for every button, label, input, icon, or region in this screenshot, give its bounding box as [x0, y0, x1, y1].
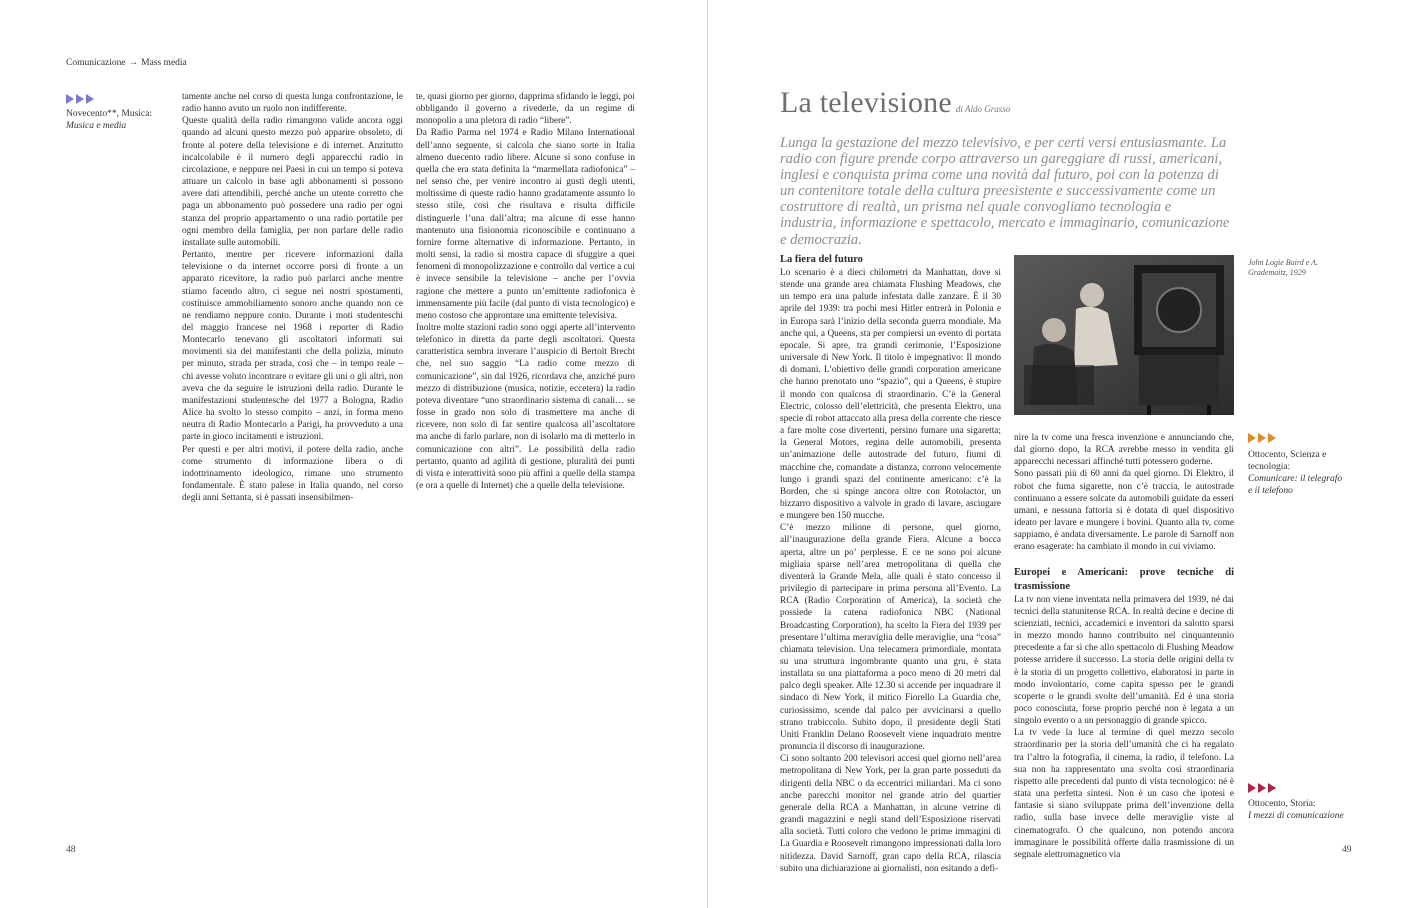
paragraph: Sono passati più di 60 anni da quel giorno. Di Elektro, il robot che fuma sigarette, non c’è traccia, le autostrade continuano a essere solcate da automobili guidate da esseri umani, e nessuna fattoria si è dotata di quel dispositivo ideato per lavare e mungere i bovini. Quanto alla tv, come sappiamo, è andata diversamente. Le parole di Sarnoff non erano esagerate: ha cambiato il mondo in cui viviamo.	[1014, 469, 1234, 553]
historical-photo	[1014, 255, 1234, 415]
text-column-1	[182, 91, 403, 504]
photo-illustration	[1014, 255, 1234, 415]
paragraph: La tv non viene inventata nella primavera del 1939, né dai tecnici della statunitense RCA. In realtà decine e decine di scienziati, tecnici, accademici e inventori da salotto sparsi in mezzo mondo hanno contribuito nel cinquantennio precedente a far sì che allo spettacolo di Flushing Meadow potesse arridere il successo. La storia delle origini della tv è la storia di un progetto collettivo, elaboratosi in parte in modo involontario, come capita spesso per le grandi scoperte o le grandi svolte dell’umanità. Ed è una storia poco conosciuta, forse proprio perché non è legata a un singolo evento o a un personaggio di grande spicco.	[1014, 594, 1234, 727]
page-number: 49	[1342, 845, 1352, 855]
lead-paragraph: Lunga la gestazione del mezzo televisivo, e per certi versi entusiasmante. La radio con figure prende corpo attraverso un gareggiare di russi, americani, inglesi e conquista prima come una novità dal futuro, poi con la potenza di un contenitore totale della cultura preesistente e successivamente come un costruttore di realtà, un prisma nel quale convogliano tecnologia e industria, informazione e spettacolo, mercato e immaginario, comunicazione e democrazia.	[780, 135, 1230, 248]
running-head	[66, 58, 187, 68]
left-page	[0, 0, 707, 908]
triangle-icon	[1268, 783, 1276, 793]
article-column-1	[780, 253, 1001, 875]
cross-reference-label: Novecento**, Musica:	[66, 109, 153, 119]
paragraph: tamente anche nel corso di questa lunga confrontazione, le radio hanno avuto un ruolo non indifferente.	[182, 92, 403, 115]
paragraph: te, quasi giorno per giorno, dapprima sfidando le leggi, poi obbligando il governo a rivederle, da un regime di monopolio a una pletora di radio “libere”.	[416, 92, 635, 127]
cross-reference-arrows	[1248, 783, 1278, 793]
arrow-right-icon: →	[128, 58, 139, 68]
cross-reference-science[interactable]	[1248, 449, 1343, 497]
cross-reference-link[interactable]: I mezzi di comunicazione	[1248, 811, 1344, 821]
triangle-icon	[1248, 433, 1256, 443]
title-text: La televisione	[780, 86, 952, 119]
paragraph: Ci sono soltanto 200 televisori accesi quel giorno nell’area metropolitana di New York, per la gran parte posseduti da dirigenti della NBC o da eccentrici miliardari. Ma ci sono anche parecchi monitor nel grande atrio del quartier generale della RCA a Manhattan, in alcune vetrine di grandi magazzini e negli stand dell’Esposizione riservati alla società. Tutti coloro che vedono le prime immagini di La Guardia e Roosevelt rimangono impressionati dalla loro nitidezza. David Sarnoff, gran capo della RCA, rilascia subito una dichiarazione ai giornalisti, non esitando a defi-	[780, 754, 1001, 874]
cross-reference-link[interactable]: Musica e media	[66, 121, 127, 131]
paragraph: Lo scenario è a dieci chilometri da Manhattan, dove si stende una grande area chiamata Flushing Meadows, che un tempo era una palude infestata dalle zanzare. È il 30 aprile del 1939: tra pochi mesi Hitler entrerà in Polonia e in Europa sarà l’inizio della seconda guerra mondiale. Ma anche qui, a Queens, sta per compiersi un evento di portata epocale. Si apre, tra grandi cerimonie, l’Esposizione universale di New York. Il titolo è impegnativo: Il mondo di domani. L’obiettivo delle grandi corporation americane che hanno prenotato uno “spazio”, qui a Queens, è stupire il mondo con qualcosa di straordinario. C’è la General Electric, colosso dell’elettricità, che presenta Elektro, una specie di robot attaccato alla presa della corrente che riesce a fare molte cose divertenti, persino fumare una sigaretta; la General Motors, regina delle automobili, presenta un’animazione delle autostrade del futuro, fiumi di macchine che, comandate a distanza, corrono velocemente lungo i grandi spazi del continente americano: c’è la Borden, che si spinge ancora oltre con Rotolactor, un bizzarro dispositivo a valvole in grado di lavare, asciugare e mungere ben 150 mucche.	[780, 268, 1001, 522]
section-heading: Europei e Americani: prove tecniche di trasmissione	[1014, 566, 1234, 592]
triangle-icon	[66, 94, 74, 104]
running-head-section: Comunicazione	[66, 58, 126, 68]
page-gutter	[707, 0, 708, 908]
paragraph: C’è mezzo milione di persone, quel giorno, all’inaugurazione della grande Fiera. Alcune a bocca aperta, altre un po’ perplesse. E ce ne sono poi alcune migliaia sparse nell’area metropolitana di quella che diventerà la Grande Mela, alle quali è stato concesso il privilegio di partecipare in prima persona all’Evento. La RCA (Radio Corporation of America), la società che possiede la catena radiofonica NBC (National Broadcasting Corporation), ha scelto la Fiera del 1939 per presentare l’ultima meraviglia delle meraviglie, una “cosa” chiamata television. Una telecamera primordiale, montata su una struttura ingombrante quanto una gru, è stata installata su una piattaforma a poco meno di 20 metri dal palco degli speaker. Alle 12.30 si accende per inquadrare il sindaco di New York, il mitico Fiorello La Guardia che, curiosissimo, scende dal palco per avvicinarsi a quello strano trabiccolo. Subito dopo, il presidente degli Stati Uniti Franklin Delano Roosevelt viene inquadrato mentre pronuncia il discorso di inaugurazione.	[780, 523, 1001, 753]
triangle-icon	[1248, 783, 1256, 793]
triangle-icon	[1258, 433, 1266, 443]
paragraph: Queste qualità della radio rimangono valide ancora oggi quando ad alcuni questo mezzo può apparire obsoleto, di fronte al potere della televisione e di internet. Anzitutto incalcolabile è il numero degli apparecchi radio in circolazione, e neppure nei Paesi in cui un tempo si poteva attuare un calcolo in base agli abbonamenti si possono avere dati attendibili, perché anche un utente corretto che paga un abbonamento può possedere una radio per ogni stanza del proprio appartamento o una radio portatile per ogni membro della famiglia, per non parlare delle radio installate sulle automobili.	[182, 116, 403, 248]
cross-reference-history[interactable]	[1248, 798, 1348, 822]
paragraph: Pertanto, mentre per ricevere informazioni dalla televisione o da internet occorre porsi di fronte a un apparato ricevitore, la radio può parlarci anche mentre stiamo facendo altro, ci segue nei nostri spostamenti, costituisce ammobiliamento sonoro anche quando non ce ne rendiamo neppure conto. Durante i moti studenteschi del maggio francese nel 1968 i reporter di Radio Montecarlo tenevano gli ascoltatori informati sui movimenti sia dei manifestanti che della polizia, minuto per minuto, strada per strada, così che – in tempo reale – chi avesse voluto incontrare o evitare gli uni o gli altri, non aveva che da seguire le istruzioni della radio. Durante le manifestazioni studentesche del 1977 a Bologna, Radio Alice ha svolto lo stesso compito – anzi, in forma meno neutra di Radio Montecarlo a Parigi, ha provveduto a una parte in gioco incitamenti e istruzioni.	[182, 250, 403, 443]
paragraph: Per questi e per altri motivi, il potere della radio, anche come strumento di informazione libera o di indottrinamento ideologico, rimane uno strumento fondamentale. È stato palese in Italia quando, nel corso degli anni Settanta, si è passati insensibilmen-	[182, 444, 403, 504]
article-title	[780, 86, 1010, 120]
cross-reference-arrows	[1248, 433, 1278, 443]
byline: di Aldo Grasso	[955, 104, 1011, 114]
section-heading: La fiera del futuro	[780, 254, 863, 265]
cross-reference-link[interactable]: Comunicare: il telegrafo e il telefono	[1248, 474, 1343, 496]
page-number: 48	[66, 845, 76, 855]
triangle-icon	[1268, 433, 1276, 443]
paragraph: nire la tv come una fresca invenzione e annunciando che, dal giorno dopo, la RCA avrebbe messo in vendita gli apparecchi necessari affinché tutti potessero goderne.	[1014, 433, 1234, 468]
paragraph: La tv vede la luce al termine di quel mezzo secolo straordinario per la storia dell’umanità che ci ha regalato tra l’altro la fotografia, il cinema, la radio, il telefono. La sua non ha rappresentato una svolta così straordinaria rispetto alle precedenti dal punto di vista tecnologico: né è stata una perfetta sintesi. Non è un caso che ipotesi e fantasie si siano sviluppate prima dell’invenzione della radio, sulla base invece delle meraviglie viste al cinematografo. O che qualcuno, non potendo ancora immaginare le possibilità offerte dalla trasmissione di un segnale elettromagnetico via	[1014, 728, 1234, 860]
running-head-subsection: Mass media	[141, 58, 187, 68]
paragraph: Inoltre molte stazioni radio sono oggi aperte all’intervento telefonico in diretta da parte degli ascoltatori. Questa caratteristica sembra inverare l’auspicio di Bertolt Brecht che, nel suo saggio “La radio come mezzo di comunicazione”, sin dal 1926, ricordava che, anziché puro mezzo di distribuzione (musica, notizie, eccetera) la radio poteva diventare “uno straordinario sistema di canali… se fosse in grado non solo di trasmettere ma anche di ricevere, non solo di far sentire qualcosa all’ascoltatore ma anche di farlo parlare, non di isolarlo ma di metterlo in comunicazione con altri”. Le possibilità della radio pertanto, quanto ad agilità di gestione, pluralità dei punti di vista e interattività sono più affini a quelle della stampa (e ora a quelle di Internet) che a quelle della televisione.	[416, 322, 635, 491]
triangle-icon	[86, 94, 94, 104]
paragraph: Da Radio Parma nel 1974 e Radio Milano International dell’anno seguente, si calcola che siano sorte in Italia almeno duecento radio libere. Alcune si sono confuse in quella che era stata definita la “marmellata radiofonica” – nel senso che, per venire incontro ai gusti degli utenti, moltissime di queste radio hanno gradatamente assunto lo stesso stile, così che risultava e risulta difficile distinguerle l’una dall’altra; ma alcune di esse hanno mantenuto una fisionomia riconoscibile e continuano a fornire forme alternative di informazione. Pertanto, in molti sensi, la radio si mostra capace di sfuggire a quei fenomeni di monopolizzazione e controllo dal vertice a cui è invece sensibile la televisione – anche per l’ovvia ragione che mettere a punto un’emittente radiofonica è immensamente più facile (dal punto di vista tecnologico) e meno costoso che approntare una emittente televisiva.	[416, 128, 635, 321]
triangle-icon	[1258, 783, 1266, 793]
cross-reference-music[interactable]	[66, 108, 166, 132]
triangle-icon	[76, 94, 84, 104]
text-column-2	[416, 91, 635, 492]
cross-reference-label: Ottocento, Storia:	[1248, 799, 1316, 809]
photo-caption: John Logie Baird e A. Grademaitz, 1929	[1248, 258, 1318, 277]
cross-reference-label: Ottocento, Scienza e tecnologia:	[1248, 450, 1327, 472]
cross-reference-arrows	[66, 94, 96, 104]
article-column-2	[1014, 432, 1234, 861]
